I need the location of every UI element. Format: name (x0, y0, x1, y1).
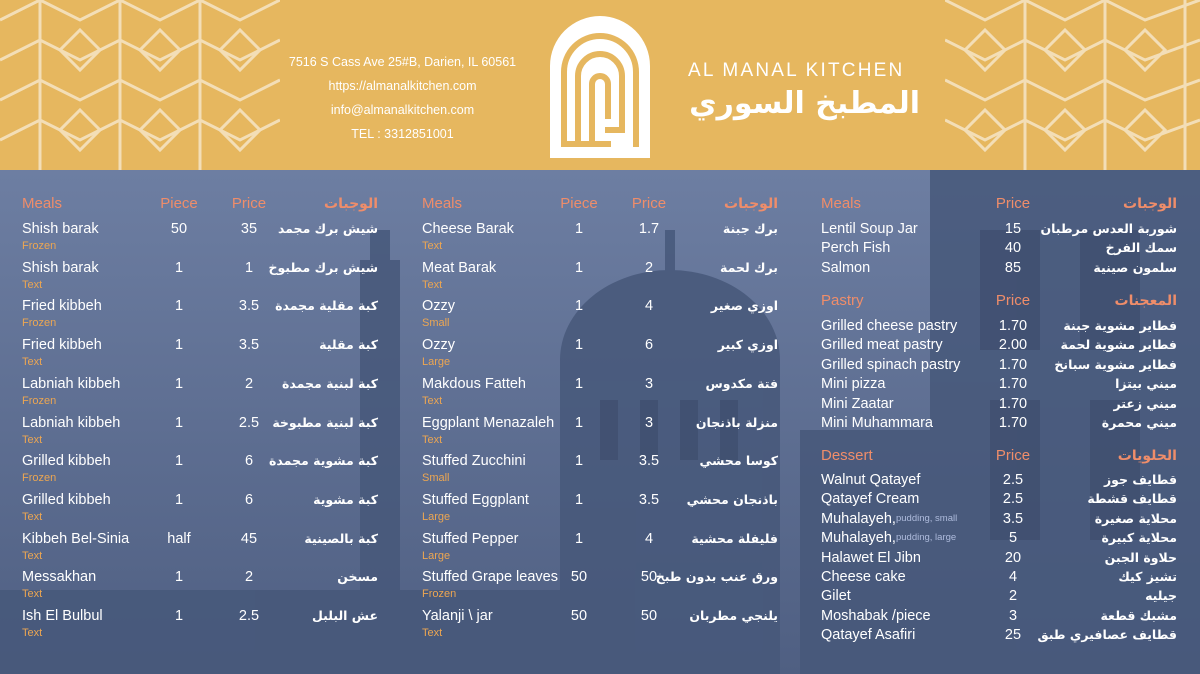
item-name-arabic: شيش برك مجمد (277, 221, 378, 236)
column3-pastry-arabic-heading: المعجنات (1114, 293, 1177, 309)
item-note: Text (22, 433, 43, 446)
item-name-arabic: جيليه (1145, 588, 1177, 604)
menu-item-row (422, 490, 778, 510)
menu-item-row (821, 413, 1177, 433)
item-name-arabic: قطايف جوز (1103, 472, 1177, 487)
column1-header (22, 194, 378, 214)
menu-item-row (22, 258, 378, 278)
item-price: 4 (644, 530, 654, 547)
menu-item-row (821, 219, 1177, 239)
item-piece: 1 (174, 337, 184, 354)
item-price: 1.70 (998, 356, 1028, 373)
item-name (821, 470, 920, 490)
item-price: 2 (244, 569, 254, 586)
menu-item-row (22, 529, 378, 549)
item-name (821, 238, 890, 258)
item-name-text: Mini pizza (821, 376, 886, 393)
item-note: Text (422, 278, 443, 291)
item-name-arabic: ميني بيتزا (1115, 376, 1177, 392)
item-name: Makdous Fatteh (422, 375, 526, 392)
menu-item-row (821, 625, 1177, 645)
item-piece: 50 (170, 221, 188, 237)
column3-dessert-arabic-heading: الحلويات (1117, 448, 1177, 464)
menu-item-row (821, 548, 1177, 568)
menu-item-row (821, 586, 1177, 606)
item-name-arabic: فطاير مشوية جبنة (1063, 318, 1177, 333)
item-name: Labniah kibbeh (22, 375, 121, 392)
item-note: Text (22, 356, 43, 369)
item-name-text: Lentil Soup Jar (821, 221, 918, 237)
menu-item-row (22, 219, 378, 239)
item-price: 1.70 (998, 415, 1028, 431)
item-name: Ish El Bulbul (22, 608, 103, 624)
item-piece: 1 (174, 491, 184, 508)
item-name: Labniah kibbeh (22, 414, 121, 431)
menu-item-row (821, 606, 1177, 626)
menu-item-row (422, 335, 778, 355)
menu-item-row (22, 374, 378, 394)
menu-item-row (821, 567, 1177, 587)
menu-item-row (422, 529, 778, 549)
item-price: 45 (240, 530, 258, 547)
item-piece: 1 (574, 453, 584, 470)
item-name (821, 567, 906, 587)
column1-meals-heading: Meals (22, 195, 63, 212)
menu-item-row (821, 470, 1177, 490)
item-piece: 50 (570, 608, 588, 624)
item-name (821, 355, 960, 375)
menu-item-row (821, 489, 1177, 509)
item-name-text: Muhalayeh, (821, 530, 896, 547)
item-price: 1.70 (998, 376, 1028, 393)
item-name-text: Perch Fish (821, 240, 891, 257)
item-price: 25 (1004, 627, 1022, 644)
menu-item-row (422, 567, 778, 587)
item-inline-note: pudding, small (895, 512, 958, 524)
item-name-arabic: شوربة العدس مرطبان (1040, 221, 1177, 236)
item-name-arabic: كبة لبنية مطبوخة (272, 414, 378, 430)
item-name: Stuffed Zucchini (422, 453, 526, 470)
item-name: Shish barak (22, 221, 99, 237)
item-name-arabic: اوزي صغير (710, 298, 778, 314)
brand-name-english: AL MANAL KITCHEN (688, 60, 905, 81)
item-name (821, 335, 943, 355)
item-name-text: Grilled spinach pastry (821, 356, 961, 373)
item-price: 2.00 (998, 337, 1028, 354)
item-price: 3 (644, 375, 654, 392)
menu-item-row (821, 509, 1177, 529)
item-note: Small (422, 317, 450, 330)
item-note: Text (22, 510, 43, 523)
item-name: Stuffed Eggplant (422, 491, 529, 508)
item-name-arabic: يلنجي مطربان (689, 608, 778, 623)
brand-name-arabic: المطبخ السوري (689, 86, 920, 121)
item-name-arabic: مشبك قطعة (1100, 607, 1177, 623)
item-piece: 50 (570, 569, 588, 586)
item-name-arabic: برك جبنة (722, 221, 778, 236)
item-price: 6 (244, 491, 254, 508)
item-price: 4 (1008, 569, 1018, 585)
item-name-arabic: قطايف عصافيري طبق (1037, 627, 1177, 643)
item-name-arabic: منزلة باذنجان (695, 414, 778, 430)
item-name: Stuffed Pepper (422, 530, 519, 547)
item-name: Eggplant Menazaleh (422, 414, 555, 431)
item-price: 3.5 (638, 453, 660, 470)
menu-item-row (22, 296, 378, 316)
item-name-arabic: محلاية صغيرة (1094, 510, 1177, 526)
item-name-text: Mini Muhammara (821, 415, 933, 431)
geometric-pattern-left (0, 0, 280, 170)
item-note: Text (422, 433, 443, 446)
item-note: Frozen (22, 394, 57, 407)
item-name-arabic: برك لحمة (720, 259, 778, 275)
item-name-arabic: مسخن (337, 569, 378, 585)
item-name: Yalanji \ jar (422, 608, 493, 624)
item-name: Messakhan (22, 569, 97, 586)
item-price: 3.5 (238, 298, 260, 315)
item-name-text: Mini Zaatar (821, 395, 894, 412)
item-note: Frozen (22, 472, 57, 485)
item-name-text: Walnut Qatayef (821, 472, 921, 488)
item-note: Text (22, 278, 43, 291)
menu-item-row (22, 335, 378, 355)
item-name-arabic: كبة مشوية (313, 491, 378, 507)
column1-piece-heading: Piece (160, 195, 198, 212)
item-price: 1 (244, 259, 254, 276)
item-price: 3.5 (238, 337, 260, 354)
item-name (821, 394, 894, 414)
item-note: Text (22, 549, 43, 562)
item-name-arabic: سمك الفرخ (1105, 240, 1177, 256)
item-price: 2.5 (1002, 491, 1024, 508)
item-price: 2.5 (238, 414, 260, 431)
menu-item-row (821, 394, 1177, 414)
item-name-text: Cheese cake (821, 569, 906, 585)
item-name-arabic: باذنجان محشي (686, 491, 778, 507)
header-banner (0, 0, 1200, 170)
menu-item-row (422, 296, 778, 316)
item-name-arabic: شيش برك مطبوخ (268, 259, 378, 275)
item-name-arabic: كبة مقلية مجمدة (275, 298, 378, 314)
restaurant-logo (546, 12, 654, 158)
item-name: Grilled kibbeh (22, 491, 111, 508)
item-note: Text (22, 627, 43, 639)
item-price: 3 (1008, 607, 1018, 624)
item-piece: 1 (574, 530, 584, 547)
item-piece: 1 (574, 259, 584, 276)
menu-item-row (22, 567, 378, 587)
column2-header (422, 194, 778, 214)
item-name-text: Grilled cheese pastry (821, 318, 958, 334)
item-name-arabic: ميني زعتر (1113, 395, 1177, 411)
item-name-text: Muhalayeh, (821, 510, 896, 527)
item-name-arabic: سلمون صينية (1093, 259, 1177, 275)
item-note: Text (22, 588, 43, 601)
item-name-text: Qatayef Asafiri (821, 627, 916, 644)
item-name (821, 219, 918, 239)
item-price: 2 (244, 375, 254, 392)
menu-item-row (821, 335, 1177, 355)
column2-meals-heading: Meals (422, 195, 463, 212)
item-name (821, 509, 958, 529)
item-name-arabic: ميني محمرة (1101, 415, 1177, 430)
item-piece: 1 (174, 259, 184, 276)
item-name: Stuffed Grape leaves (422, 569, 558, 586)
column1-arabic-heading: الوجبات (324, 196, 378, 212)
menu-item-row (22, 413, 378, 433)
column3-dessert-price-heading: Price (995, 447, 1031, 464)
menu-item-row (422, 258, 778, 278)
item-name: Meat Barak (422, 259, 497, 276)
item-piece: 1 (574, 298, 584, 315)
item-name-arabic: كبة بالصينية (304, 530, 378, 546)
item-price: 35 (240, 221, 258, 237)
item-piece: 1 (174, 569, 184, 586)
item-price: 50 (640, 608, 658, 624)
column3-pastry-heading: Pastry (821, 292, 864, 309)
contact-info (270, 50, 535, 146)
item-name (821, 374, 885, 394)
item-piece: 1 (574, 221, 584, 237)
item-price: 5 (1008, 530, 1018, 547)
item-price: 4 (644, 298, 654, 315)
menu-item-row (821, 238, 1177, 258)
column2-arabic-heading: الوجبات (724, 196, 778, 212)
item-note: Frozen (22, 317, 57, 330)
item-piece: 1 (574, 491, 584, 508)
item-name (821, 316, 957, 336)
item-note: Text (422, 627, 443, 639)
item-name-text: Qatayef Cream (821, 491, 920, 508)
item-name: Kibbeh Bel-Sinia (22, 530, 130, 547)
menu-item-row (422, 451, 778, 471)
item-name-arabic: اوزي كبير (717, 337, 778, 353)
item-name-arabic: تشيز كيك (1118, 569, 1177, 584)
column1-price-heading: Price (231, 195, 267, 212)
column3-meals-heading: Meals (821, 195, 862, 212)
item-name-text: Grilled meat pastry (821, 337, 943, 354)
item-name-text: Salmon (821, 259, 871, 276)
column3-meals-arabic-heading: الوجبات (1123, 196, 1177, 212)
item-name (821, 489, 919, 509)
item-price: 2 (644, 259, 654, 276)
item-price: 1.7 (638, 221, 660, 237)
item-name (821, 625, 915, 645)
column3-meals-price-heading: Price (995, 195, 1031, 212)
item-name (821, 586, 851, 606)
item-name (821, 258, 870, 278)
item-name-arabic: كبة لبنية مجمدة (282, 375, 378, 391)
menu-item-row (821, 258, 1177, 278)
item-name: Cheese Barak (422, 221, 514, 237)
item-piece: 1 (574, 375, 584, 392)
item-price: 15 (1004, 221, 1022, 237)
column3-dessert-header (821, 446, 1177, 466)
item-name-arabic: محلاية كبيرة (1101, 530, 1177, 546)
item-name-arabic: فطاير مشوية سبانخ (1054, 356, 1177, 372)
item-name: Ozzy (422, 337, 456, 354)
item-piece: 1 (174, 453, 184, 470)
item-inline-note: pudding, large (895, 532, 957, 544)
item-note: Frozen (22, 240, 57, 252)
item-piece: half (167, 530, 191, 547)
column2-piece-heading: Piece (560, 195, 598, 212)
menu-item-row (422, 413, 778, 433)
item-price: 2.5 (238, 608, 260, 624)
item-price: 40 (1004, 240, 1022, 257)
item-price: 50 (640, 569, 658, 586)
item-name-text: Gilet (821, 588, 851, 605)
item-price: 85 (1004, 259, 1022, 276)
menu-item-row (422, 219, 778, 239)
column3-dessert-heading: Dessert (821, 447, 873, 464)
item-price: 2.5 (1002, 472, 1024, 488)
item-name (821, 528, 957, 548)
item-piece: 1 (574, 414, 584, 431)
item-name-arabic: ورق عنب بدون طبخ (655, 569, 778, 585)
item-piece: 1 (174, 298, 184, 315)
item-price: 3.5 (638, 491, 660, 508)
item-price: 3 (644, 414, 654, 431)
item-price: 20 (1004, 549, 1022, 566)
item-name (821, 606, 931, 626)
item-name-arabic: فليفلة محشية (691, 530, 778, 546)
item-name: Shish barak (22, 259, 99, 276)
phone-text: TEL : 3312851001 (351, 127, 454, 141)
item-price: 3.5 (1002, 510, 1024, 527)
item-name-arabic: قطايف قشطة (1087, 491, 1177, 507)
column3-meals-header (821, 194, 1177, 214)
menu-item-row (422, 606, 778, 626)
item-note: Text (422, 394, 443, 407)
item-name: Grilled kibbeh (22, 453, 111, 470)
item-name (821, 413, 933, 433)
menu-item-row (821, 374, 1177, 394)
column2-price-heading: Price (631, 195, 667, 212)
menu-item-row (22, 606, 378, 626)
item-note: Large (422, 356, 451, 369)
item-name: Ozzy (422, 298, 456, 315)
menu-item-row (22, 451, 378, 471)
item-name-arabic: كوسا محشي (699, 453, 778, 469)
menu-item-row (821, 528, 1177, 548)
menu-item-row (422, 374, 778, 394)
item-note: Large (422, 510, 451, 523)
item-note: Frozen (422, 588, 457, 601)
address-text: 7516 S Cass Ave 25#B, Darien, IL 60561 (288, 55, 517, 69)
item-price: 1.70 (998, 395, 1028, 412)
item-note: Text (422, 240, 443, 252)
item-name: Fried kibbeh (22, 337, 102, 354)
item-piece: 1 (574, 337, 584, 354)
item-name-arabic: كبة مقلية (319, 337, 378, 353)
item-piece: 1 (174, 608, 184, 624)
item-name: Fried kibbeh (22, 298, 102, 315)
item-name-arabic: فطاير مشوية لحمة (1060, 337, 1177, 353)
menu-item-row (821, 355, 1177, 375)
item-name-arabic: حلاوة الجبن (1104, 549, 1177, 565)
item-price: 2 (1008, 588, 1018, 605)
column3-pastry-price-heading: Price (995, 292, 1031, 309)
geometric-pattern-right (945, 0, 1200, 170)
column3-pastry-header (821, 291, 1177, 311)
menu-item-row (22, 490, 378, 510)
item-name-text: Halawet El Jibn (821, 549, 921, 566)
item-name-arabic: عش البلبل (311, 608, 378, 623)
item-piece: 1 (174, 375, 184, 392)
item-price: 6 (244, 453, 254, 470)
item-piece: 1 (174, 414, 184, 431)
item-name-text: Moshabak /piece (821, 607, 931, 624)
item-price: 1.70 (998, 318, 1028, 334)
item-name (821, 548, 921, 568)
email-link[interactable]: info@almanalkitchen.com (330, 103, 475, 117)
item-name-arabic: فتة مكدوس (705, 375, 778, 391)
menu-item-row (821, 316, 1177, 336)
item-name-arabic: كبة مشوية مجمدة (269, 453, 378, 469)
item-note: Large (422, 549, 451, 562)
item-note: Small (422, 472, 450, 485)
item-price: 6 (644, 337, 654, 354)
website-link[interactable]: https://almanalkitchen.com (328, 79, 477, 93)
